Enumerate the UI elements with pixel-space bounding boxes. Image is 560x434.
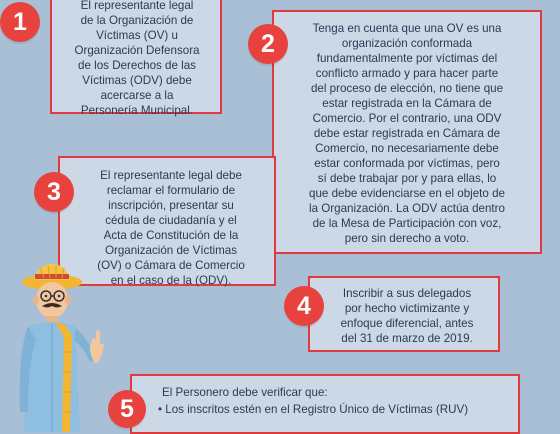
step-5-bullet-list xyxy=(158,402,468,417)
step-5-card xyxy=(130,374,520,434)
step-4-text: Inscribir a sus delegados por hecho victimizante y enfoque diferencial, antes del 31 de marzo de 2019. xyxy=(340,287,474,345)
step-4-number-badge: 4 xyxy=(284,286,324,326)
step-2-text: Tenga en cuenta que una OV es una organización conformada fundamentalmente por víctimas del conflicto armado y para hacer parte del proceso de elección, no tiene que estar registrada en la Cámara de Comercio. Por el contrario, una ODV debe estar registrada en Cámara de Comercio, no necesariamente debe estar conformada por víctimas, pero sí debe trabajar por y para ellas, lo que debe evidenciarse en el objeto de la Organización. La ODV actúa dentro de la Mesa de Participación con voz, pero sin derecho a voto. xyxy=(309,22,505,245)
step-2-card xyxy=(272,10,542,254)
left-eye-shape xyxy=(45,295,48,298)
left-ear-shape xyxy=(33,295,39,305)
farmer-illustration xyxy=(4,262,116,432)
step-3-number-badge: 3 xyxy=(34,172,74,212)
right-eye-shape xyxy=(58,295,61,298)
right-ear-shape xyxy=(65,295,71,305)
step-5-number-badge: 5 xyxy=(108,390,146,428)
step-2-number-badge: 2 xyxy=(248,24,288,64)
head-shape xyxy=(36,282,68,318)
step-1-card xyxy=(50,0,222,117)
step-1-text: El representante legal de la Organización de Víctimas (OV) u Organización Defensora de los Derechos de las Víctimas (ODV) debe acercarse a la Personería Municipal. xyxy=(74,0,200,117)
step-5-intro: El Personero debe verificar que: xyxy=(162,386,328,399)
hat-band-shape xyxy=(35,274,69,279)
step-5-bullet: • Los inscritos estén en el Registro Único de Víctimas (RUV) xyxy=(158,402,468,417)
step-1-number-badge: 1 xyxy=(0,2,40,42)
step-4-card xyxy=(308,276,500,352)
step-3-text: El representante legal debe reclamar el formulario de inscripción, presentar su cédula de ciudadanía y el Acta de Constitución de la Organización de Víctimas (OV) o Cámara de Comercio en el caso de la (ODV). xyxy=(97,169,245,287)
